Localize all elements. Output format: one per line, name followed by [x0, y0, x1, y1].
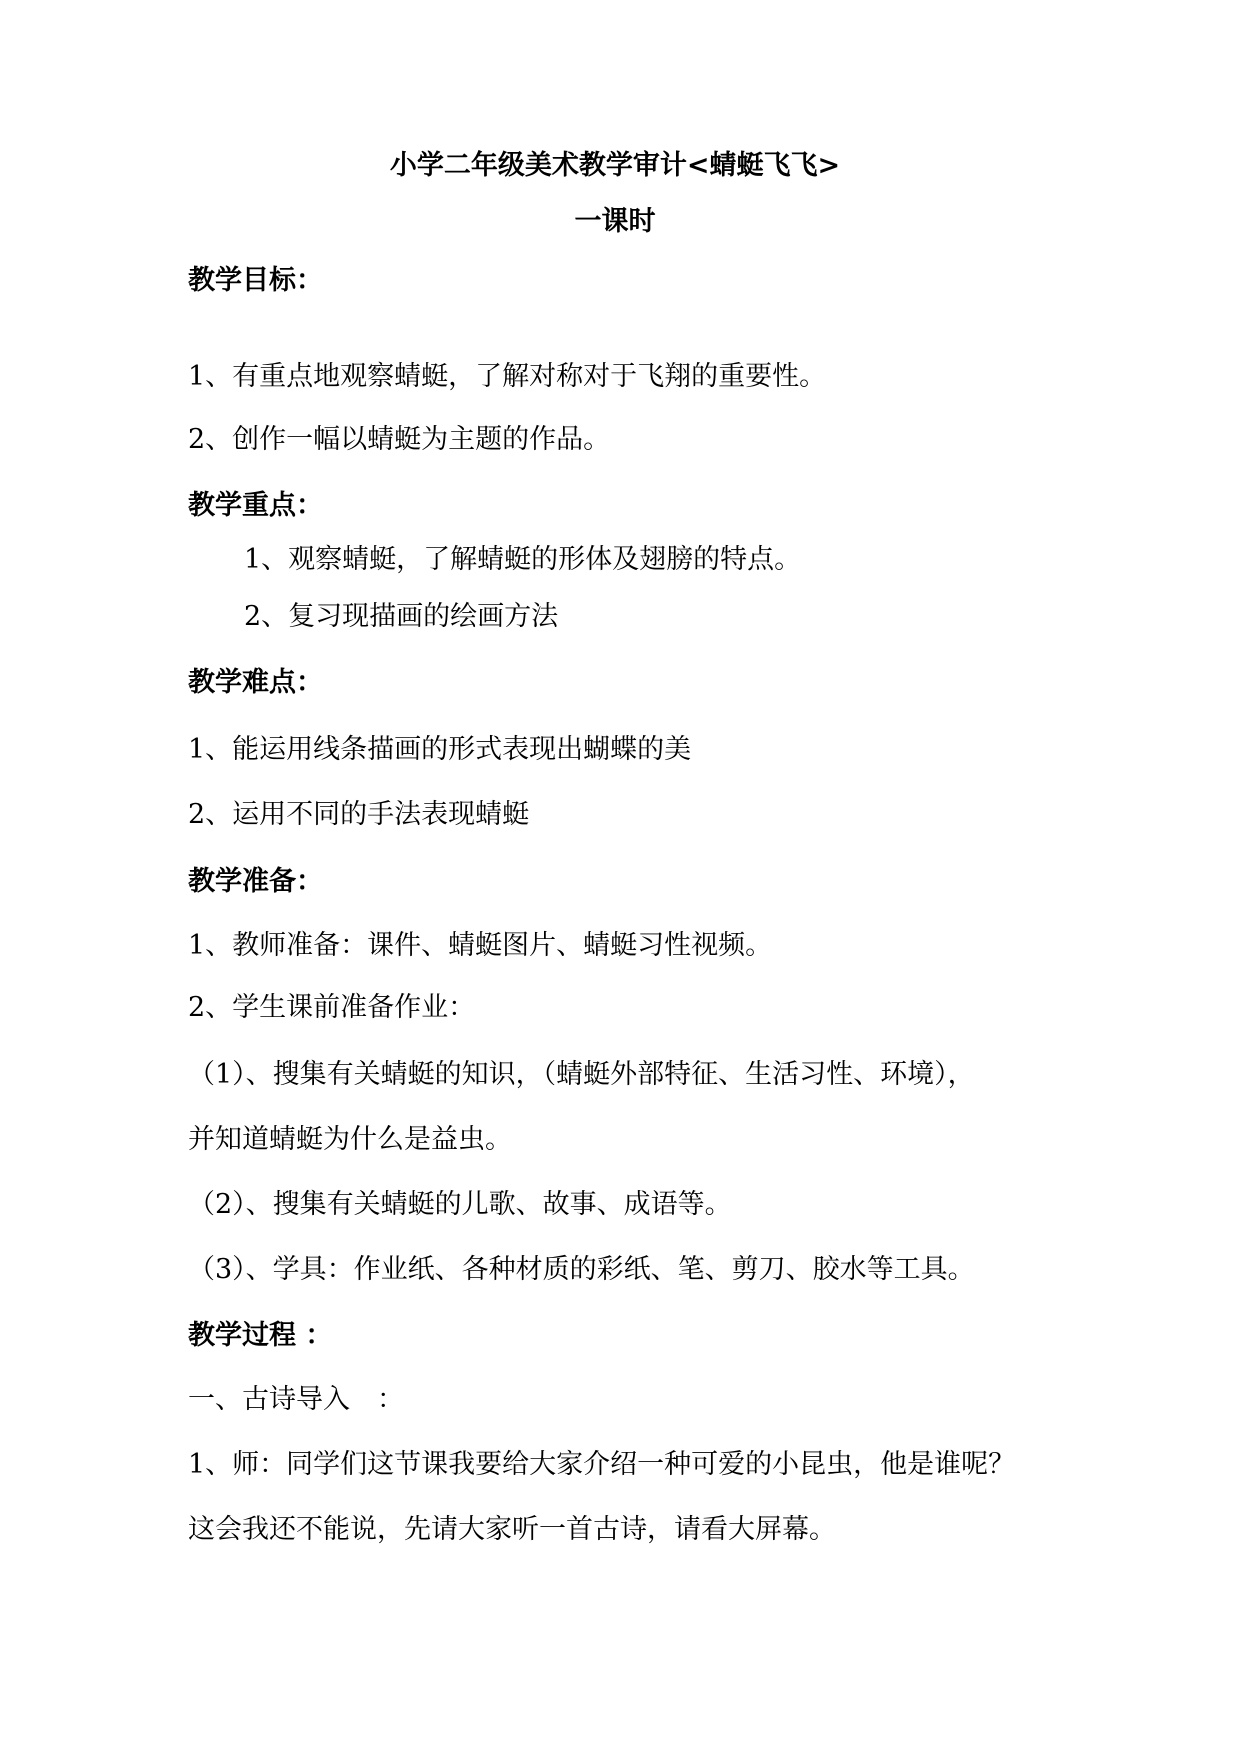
process-item: 1、师：同学们这节课我要给大家介绍一种可爱的小昆虫，他是谁呢？ [188, 1449, 1016, 1480]
section-heading-objectives: 教学目标： [188, 265, 323, 296]
section-heading-key-points: 教学重点： [188, 490, 323, 521]
key-point-item: 2、复习现描画的绘画方法 [244, 601, 559, 632]
objective-item: 2、创作一幅以蜻蜓为主题的作品。 [188, 424, 611, 455]
difficulty-item: 1、能运用线条描画的形式表现出蝴蝶的美 [188, 734, 692, 765]
process-item: 这会我还不能说，先请大家听一首古诗，请看大屏幕。 [188, 1514, 836, 1545]
section-heading-process: 教学过程 ： [188, 1320, 333, 1351]
document-title: 小学二年级美术教学审计<蜻蜓飞飞> [389, 150, 841, 181]
process-item: 一、古诗导入 ： [188, 1384, 404, 1415]
section-heading-difficulties: 教学难点： [188, 667, 323, 698]
preparation-item: （2）、搜集有关蜻蜓的儿歌、故事、成语等。 [188, 1189, 732, 1220]
objective-item: 1、有重点地观察蜻蜓，了解对称对于飞翔的重要性。 [188, 361, 827, 392]
preparation-item: 2、学生课前准备作业： [188, 992, 476, 1023]
preparation-item: 1、教师准备：课件、蜻蜓图片、蜻蜓习性视频。 [188, 930, 773, 961]
preparation-item: 并知道蜻蜓为什么是益虫。 [188, 1124, 512, 1155]
preparation-item: （1）、搜集有关蜻蜓的知识，（蜻蜓外部特征、生活习性、环境）， [188, 1059, 975, 1090]
difficulty-item: 2、运用不同的手法表现蜻蜓 [188, 799, 530, 830]
section-heading-preparation: 教学准备： [188, 866, 323, 897]
document-subtitle: 一课时 [574, 206, 656, 237]
key-point-item: 1、观察蜻蜓，了解蜻蜓的形体及翅膀的特点。 [244, 544, 802, 575]
preparation-item: （3）、学具：作业纸、各种材质的彩纸、笔、剪刀、胶水等工具。 [188, 1254, 975, 1285]
